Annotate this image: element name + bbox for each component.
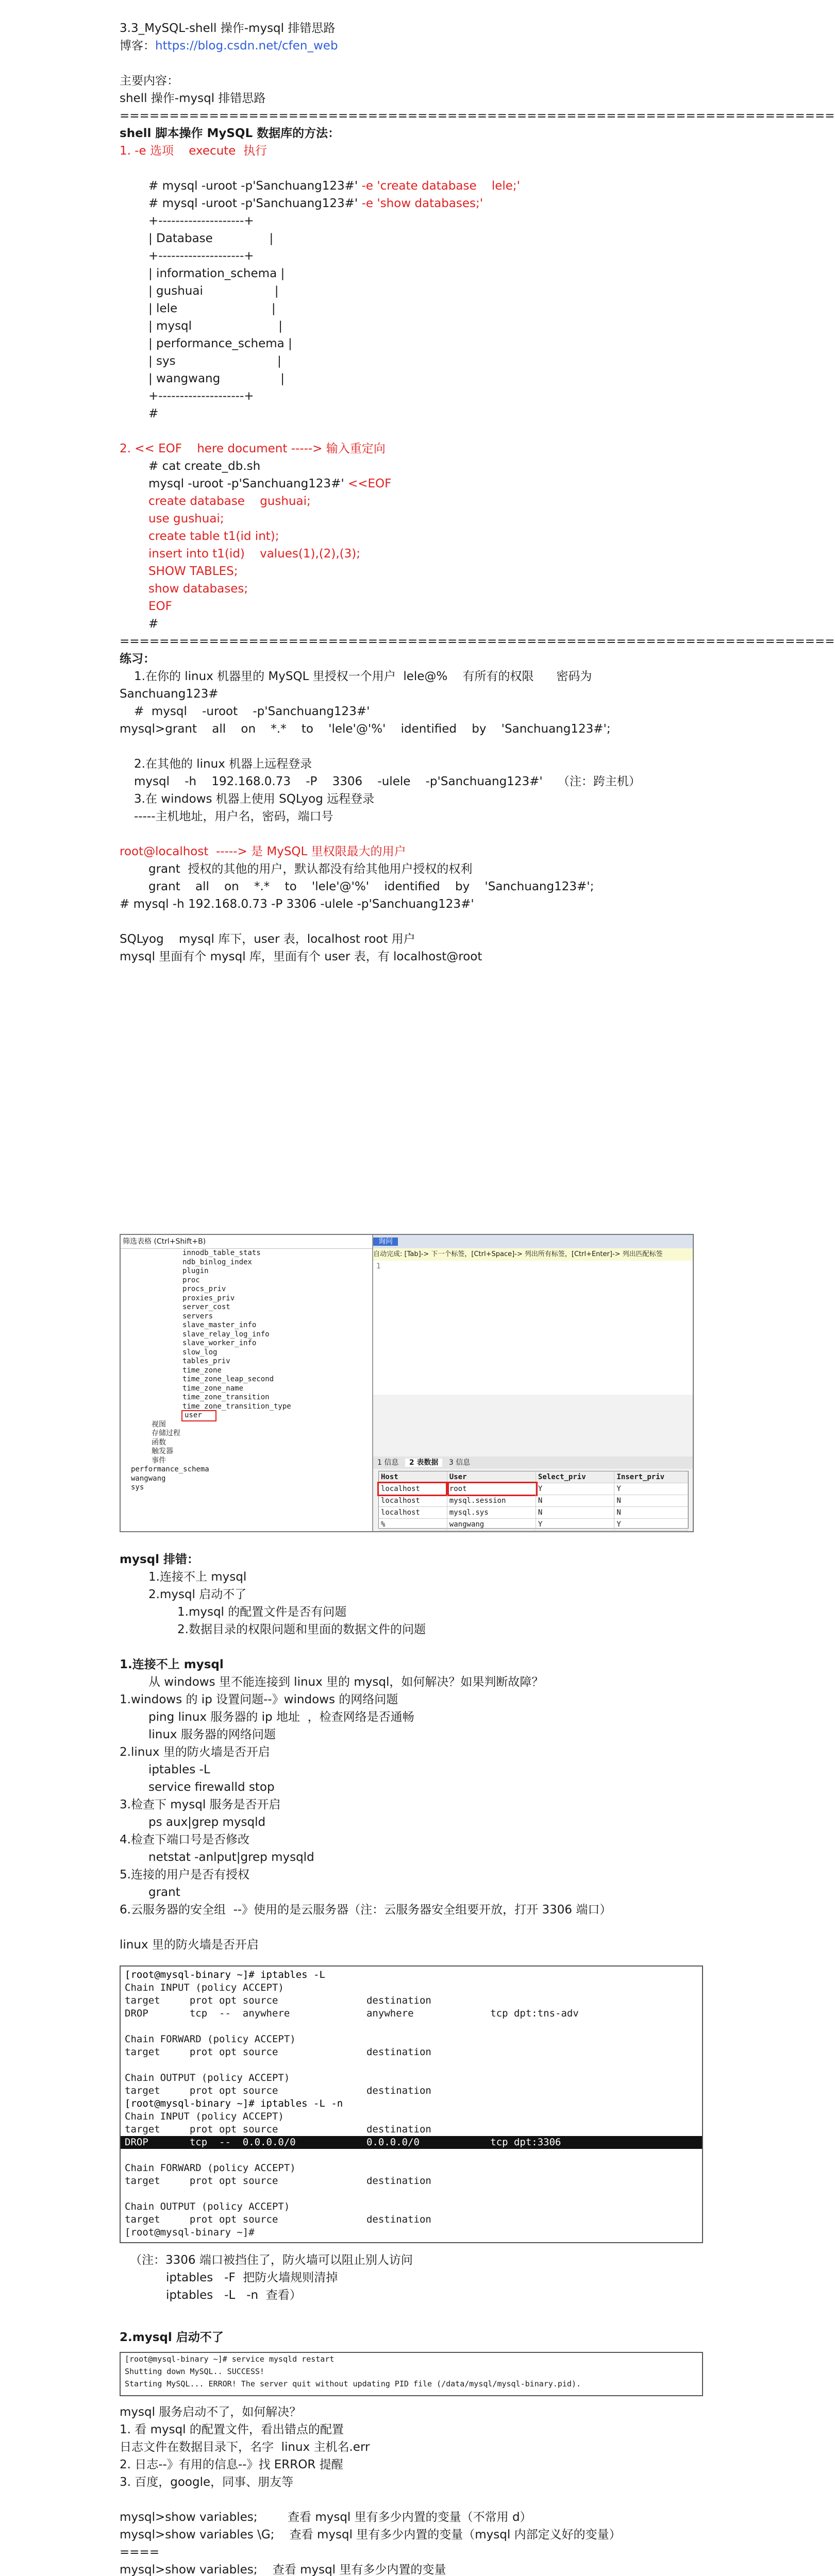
conn-step: 4.检查下端口号是否修改 xyxy=(120,1833,249,1846)
conn-sub: ping linux 服务器的 ip 地址 ，检查网络是否通畅 xyxy=(148,1710,414,1724)
grid-header xyxy=(379,1471,688,1483)
table-header: | Database | xyxy=(148,232,274,245)
sqlyog-screenshot xyxy=(120,1234,694,1532)
table-row[interactable]: % wangwang Y Y xyxy=(379,1519,688,1531)
terminal-line: Starting MySQL... ERROR! The server quit without updating PID file (/data/mysql/mysql-binary.pid). xyxy=(125,2379,581,2388)
terminal-line: Chain FORWARD (policy ACCEPT) xyxy=(125,2033,296,2045)
table-row[interactable]: localhost mysql.session N N xyxy=(379,1495,688,1507)
terminal-line: Chain OUTPUT (policy ACCEPT) xyxy=(125,2072,290,2083)
method-2: 2. << EOF here document -----> 输入重定向 xyxy=(120,442,386,455)
terminal-line: [root@mysql-binary ~]# iptables -L xyxy=(125,1969,325,1980)
query-tabbar xyxy=(373,1235,693,1248)
troubleshoot-heading: mysql 排错： xyxy=(120,1553,199,1566)
tree-item[interactable]: performance_schema xyxy=(131,1465,209,1473)
tree-item[interactable]: server_cost xyxy=(182,1303,230,1311)
col-select-priv[interactable]: Select_priv xyxy=(536,1471,614,1483)
tab-info-3[interactable]: 3 信息 xyxy=(448,1459,471,1467)
heredoc-line: show databases; xyxy=(148,582,248,596)
divider: ======================================================================== xyxy=(120,109,835,123)
fw-title: linux 里的防火墙是否开启 xyxy=(120,1938,259,1952)
practice-cmd: # mysql -uroot -p'Sanchuang123#' xyxy=(134,705,370,718)
terminal-line: Chain INPUT (policy ACCEPT) xyxy=(125,2111,284,2122)
conn-question: 从 windows 里不能连接到 linux 里的 mysql，如何解决？如果判断故障？ xyxy=(148,1675,544,1689)
iptables-terminal xyxy=(120,1965,703,2243)
variables-line: mysql>show variables; 查看 mysql 里有多少内置的变量（不常用 d） xyxy=(120,2511,532,2524)
heredoc-line: use gushuai; xyxy=(148,512,224,526)
remote-cmd: # mysql -h 192.168.0.73 -P 3306 -ulele -p'Sanchuang123#' xyxy=(120,897,474,911)
cmd-create-db: # mysql -uroot -p'Sanchuang123#' -e 'create database lele;' xyxy=(148,179,520,193)
tree-item[interactable]: 函数 xyxy=(152,1438,166,1447)
troubleshoot-section xyxy=(120,1551,702,1954)
conn-step: 6.云服务器的安全组 --》使用的是云服务器（注：云服务器安全组要开放，打开 3306 端口） xyxy=(120,1903,612,1917)
equals: ==== xyxy=(120,2546,160,2559)
table-row[interactable]: localhost root Y Y xyxy=(379,1483,688,1495)
tab-query[interactable]: 询问 xyxy=(373,1238,398,1246)
startup-heading: 2.mysql 启动不了 xyxy=(120,2331,224,2344)
terminal-line: [root@mysql-binary ~]# service mysqld restart xyxy=(125,2354,335,2364)
terminal-line xyxy=(121,2188,702,2200)
ts-subitem: 2.数据目录的权限问题和里面的数据文件的问题 xyxy=(177,1623,426,1636)
terminal-line: target prot opt source destination xyxy=(125,2175,431,2187)
heredoc-line: insert into t1(id) values(1),(2),(3); xyxy=(148,547,361,561)
variables-line: mysql>show variables \G; 查看 mysql 里有多少内置的变量（mysql 内部定义好的变量） xyxy=(120,2528,621,2541)
tree-item[interactable]: time_zone_transition xyxy=(182,1393,270,1401)
terminal-line: target prot opt source destination xyxy=(125,2124,431,2135)
blog-line xyxy=(120,37,702,55)
tree-item[interactable]: 视图 xyxy=(152,1420,166,1429)
col-user[interactable]: User xyxy=(447,1471,536,1483)
tree-item[interactable]: servers xyxy=(182,1312,213,1320)
divider: ======================================================================== xyxy=(120,635,835,648)
conn-sub: iptables -L xyxy=(148,1763,210,1776)
tree-item[interactable]: time_zone_transition_type xyxy=(182,1402,291,1411)
table-border: +--------------------+ xyxy=(148,249,254,263)
sqlyog-line: SQLyog mysql 库下，user 表，localhost root 用户 xyxy=(120,933,415,946)
practice-3b: -----主机地址，用户名，密码，端口号 xyxy=(134,810,333,823)
terminal-line: Chain FORWARD (policy ACCEPT) xyxy=(125,2162,296,2174)
blog-link[interactable]: https://blog.csdn.net/cfen_web xyxy=(155,39,338,53)
cmd-show-db: # mysql -uroot -p'Sanchuang123#' -e 'show databases;' xyxy=(148,197,483,210)
object-tree xyxy=(121,1235,373,1531)
table-row: | wangwang | xyxy=(148,372,285,385)
conn-sub: ps aux|grep mysqld xyxy=(148,1816,266,1829)
conn-heading: 1.连接不上 mysql xyxy=(120,1658,224,1671)
document-body xyxy=(120,20,835,965)
hash: # xyxy=(148,407,159,420)
col-insert-priv[interactable]: Insert_priv xyxy=(614,1471,688,1483)
root-line: root@localhost -----> 是 MySQL 里权限最大的用户 xyxy=(120,845,406,858)
terminal-line: DROP tcp -- 0.0.0.0/0 0.0.0.0/0 tcp dpt:3306 xyxy=(121,2136,702,2149)
heredoc-cmd: mysql -uroot -p'Sanchuang123#' <<EOF xyxy=(148,477,392,490)
ts-subitem: 1.mysql 的配置文件是否有问题 xyxy=(177,1605,347,1619)
practice-1: 1.在你的 linux 机器里的 MySQL 里授权一个用户 lele@% 有所有的权限 密码为 xyxy=(134,670,592,683)
table-row[interactable]: localhost mysql.sys N N xyxy=(379,1507,688,1519)
col-host[interactable]: Host xyxy=(379,1471,447,1483)
iptables-notes xyxy=(120,2251,702,2304)
autocomplete-hint: 自动完成: [Tab]-> 下一个标签，[Ctrl+Space]-> 列出所有标签，[Ctrl+Enter]-> 列出匹配标签 xyxy=(373,1248,693,1261)
result-tabs xyxy=(373,1456,693,1469)
filter-label[interactable]: 筛选表格 (Ctrl+Shift+B) xyxy=(121,1235,372,1249)
tree-list xyxy=(121,1249,372,1493)
terminal-line: Shutting down MySQL.. SUCCESS! xyxy=(125,2367,264,2376)
blog-label: 博客： xyxy=(120,39,155,53)
tree-item[interactable]: tables_priv xyxy=(182,1357,230,1365)
conn-sub: linux 服务器的网络问题 xyxy=(148,1728,276,1741)
tree-item[interactable]: slave_relay_log_info xyxy=(182,1330,270,1338)
startup-section xyxy=(120,2329,702,2346)
startup-step: 2. 日志--》有用的信息--》找 ERROR 提醒 xyxy=(120,2458,343,2471)
tree-item[interactable]: plugin xyxy=(182,1267,209,1275)
tree-item[interactable]: procs_priv xyxy=(182,1285,226,1293)
conn-step: 5.连接的用户是否有授权 xyxy=(120,1868,249,1882)
note: iptables -L -n 查看） xyxy=(166,2289,302,2302)
table-row: | gushuai | xyxy=(148,284,279,298)
terminal-line xyxy=(121,2149,702,2162)
result-grid xyxy=(378,1471,689,1529)
terminal-output xyxy=(121,1967,702,2239)
conn-step: 2.linux 里的防火墙是否开启 xyxy=(120,1745,270,1759)
startup-step: 日志文件在数据目录下，名字 linux 主机名.err xyxy=(120,2441,370,2454)
cat-cmd: # cat create_db.sh xyxy=(148,460,261,473)
table-border: +--------------------+ xyxy=(148,389,254,403)
hash: # xyxy=(148,617,159,631)
terminal-line: [root@mysql-binary ~]# xyxy=(125,2227,261,2238)
main-label: 主要内容： xyxy=(120,74,179,88)
terminal-line: target prot opt source destination xyxy=(125,2214,431,2225)
conn-sub: grant xyxy=(148,1886,180,1899)
terminal-line: Chain OUTPUT (policy ACCEPT) xyxy=(125,2201,290,2212)
ts-item: 2.mysql 启动不了 xyxy=(148,1588,247,1601)
tree-item[interactable]: innodb_table_stats xyxy=(182,1249,261,1257)
tree-item[interactable]: ndb_binlog_index xyxy=(182,1258,252,1266)
terminal-line: target prot opt source destination xyxy=(125,2085,431,2096)
startup-notes xyxy=(120,2403,702,2576)
tree-item[interactable]: time_zone_leap_second xyxy=(182,1375,274,1383)
practice-heading: 练习： xyxy=(120,652,155,666)
tree-item[interactable]: proxies_priv xyxy=(182,1294,235,1302)
table-row: | information_schema | xyxy=(148,267,285,280)
terminal-line xyxy=(121,2059,702,2072)
variables-line: mysql>show variables; 查看 mysql 里有多少内置的变量 xyxy=(120,2563,446,2576)
query-editor[interactable] xyxy=(373,1261,693,1395)
terminal-line: Chain INPUT (policy ACCEPT) xyxy=(125,1982,284,1993)
practice-3: 3.在 windows 机器上使用 SQLyog 远程登录 xyxy=(134,792,375,806)
ts-item: 1.连接不上 mysql xyxy=(148,1570,247,1584)
tab-info[interactable]: 1 信息 xyxy=(377,1459,399,1467)
conn-step: 1.windows 的 ip 设置问题--》windows 的网络问题 xyxy=(120,1693,398,1706)
restart-terminal xyxy=(120,2352,703,2396)
note: （注：3306 端口被挡住了，防火墙可以阻止别人访问 xyxy=(130,2253,413,2267)
table-row: | lele | xyxy=(148,302,276,315)
practice-2-cmd: mysql -h 192.168.0.73 -P 3306 -ulele -p'Sanchuang123#' （注：跨主机） xyxy=(134,775,641,788)
table-row: | sys | xyxy=(148,354,281,368)
shell-heading: shell 脚本操作 MySQL 数据库的方法： xyxy=(120,127,340,140)
tree-item[interactable]: time_zone_name xyxy=(182,1384,244,1393)
conn-sub: service firewalld stop xyxy=(148,1781,275,1794)
tab-table-data[interactable]: 2 表数据 xyxy=(405,1459,443,1467)
tree-item[interactable]: slave_worker_info xyxy=(182,1339,257,1347)
startup-q: mysql 服务启动不了，如何解决？ xyxy=(120,2405,302,2419)
tree-item[interactable]: 触发器 xyxy=(152,1447,173,1455)
heredoc-line: SHOW TABLES; xyxy=(148,565,238,578)
practice-1b: Sanchuang123# xyxy=(120,687,219,701)
heredoc-line: EOF xyxy=(148,600,172,613)
terminal-line: target prot opt source destination xyxy=(125,1995,431,2006)
table-border: +--------------------+ xyxy=(148,214,254,228)
heredoc-line: create database gushuai; xyxy=(148,495,311,508)
terminal-line xyxy=(121,2020,702,2033)
tree-item[interactable]: user xyxy=(182,1411,215,1420)
tree-item[interactable]: time_zone xyxy=(182,1366,222,1375)
grant-line: grant 授权的其他的用户，默认都没有给其他用户授权的权利 xyxy=(148,862,473,876)
main-item: shell 操作-mysql 排错思路 xyxy=(120,92,266,105)
conn-sub: netstat -anlput|grep mysqld xyxy=(148,1851,314,1864)
sqlyog-line: mysql 里面有个 mysql 库，里面有个 user 表，有 localhost@root xyxy=(120,950,482,963)
startup-step: 1. 看 mysql 的配置文件，看出错点的配置 xyxy=(120,2423,344,2436)
tree-item[interactable]: sys xyxy=(131,1483,144,1492)
doc-title: 3.3_MySQL-shell 操作-mysql 排错思路 xyxy=(120,22,336,35)
terminal-line: target prot opt source destination xyxy=(125,2046,431,2058)
tree-item[interactable]: 事件 xyxy=(152,1456,166,1465)
practice-cmd: mysql>grant all on *.* to 'lele'@'%' identified by 'Sanchuang123#'; xyxy=(120,722,611,736)
startup-step: 3. 百度，google，同事、朋友等 xyxy=(120,2476,294,2489)
terminal-line: [root@mysql-binary ~]# iptables -L -n xyxy=(125,2098,343,2109)
conn-step: 3.检查下 mysql 服务是否开启 xyxy=(120,1798,281,1811)
tree-item[interactable]: wangwang xyxy=(131,1474,166,1483)
table-row: | mysql | xyxy=(148,319,282,333)
tree-item[interactable]: proc xyxy=(182,1276,200,1284)
table-row: | performance_schema | xyxy=(148,337,292,350)
practice-2: 2.在其他的 linux 机器上远程登录 xyxy=(134,757,312,771)
terminal-line: DROP tcp -- anywhere anywhere tcp dpt:tns-adv xyxy=(125,2008,579,2019)
tree-item[interactable]: 存储过程 xyxy=(152,1429,180,1437)
line-number: 1 xyxy=(376,1262,381,1270)
grant-line: grant all on *.* to 'lele'@'%' identified by 'Sanchuang123#'; xyxy=(148,880,594,893)
method-1: 1. -e 选项 execute 执行 xyxy=(120,144,268,158)
tree-item[interactable]: slave_master_info xyxy=(182,1321,257,1329)
note: iptables -F 把防火墙规则清掉 xyxy=(166,2271,338,2284)
tree-item[interactable]: slow_log xyxy=(182,1348,218,1357)
heredoc-line: create table t1(id int); xyxy=(148,530,279,543)
